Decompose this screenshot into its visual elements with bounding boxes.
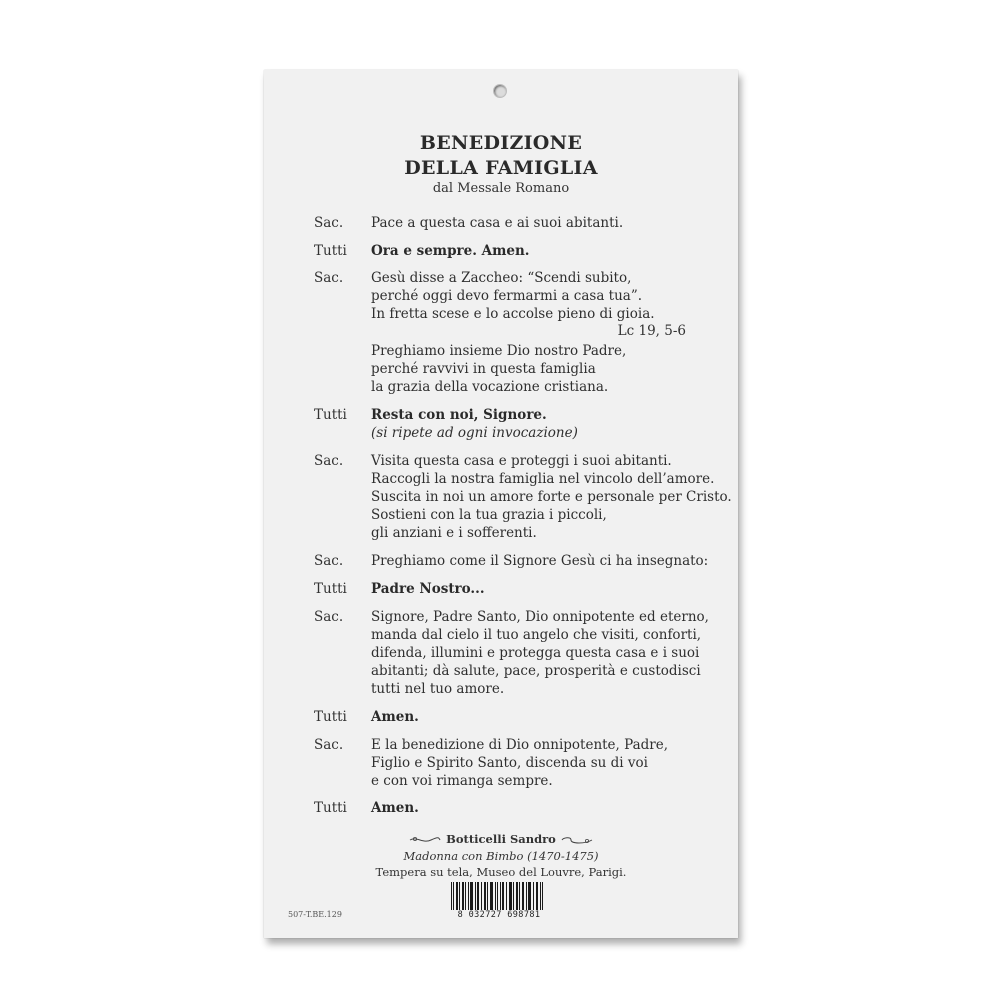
prayer-line: In fretta scese e lo accolse pieno di gioia. (371, 306, 655, 322)
prayer-line: la grazia della vocazione cristiana. (371, 379, 609, 395)
prayer-line: perché oggi devo fermarmi a casa tua”. (371, 288, 643, 304)
prayer-line: Suscita in noi un amore forte e personale per Cristo. (371, 489, 732, 505)
artwork-title: Madonna con Bimbo (1470-1475) (403, 849, 599, 863)
prayer-line: Preghiamo come il Signore Gesù ci ha insegnato: (371, 553, 709, 569)
response-line: Ora e sempre. Amen. (371, 243, 530, 259)
subtitle: dal Messale Romano (432, 181, 570, 196)
prayer-line: Raccogli la nostra famiglia nel vincolo dell’amore. (371, 471, 715, 487)
speaker-label: Sac. (314, 737, 344, 753)
prayer-line: Signore, Padre Santo, Dio onnipotente ed eterno, (371, 609, 709, 625)
speaker-label: Sac. (314, 609, 344, 625)
prayer-line: Figlio e Spirito Santo, discenda su di voi (371, 755, 648, 771)
response-line: Resta con noi, Signore. (371, 407, 547, 423)
rubric-line: (si ripete ad ogni invocazione) (371, 425, 578, 441)
right-flourish-icon (561, 835, 593, 845)
response-line: Amen. (371, 709, 419, 725)
title-line-2: DELLA FAMIGLIA (404, 157, 598, 179)
response-line: Padre Nostro... (371, 581, 485, 597)
speaker-label: Tutti (314, 407, 347, 423)
prayer-line: perché ravvivi in questa famiglia (371, 361, 596, 377)
speaker-label: Sac. (314, 453, 344, 469)
speaker-label: Tutti (314, 709, 347, 725)
prayer-line: gli anziani e i sofferenti. (371, 525, 537, 541)
speaker-label: Sac. (314, 553, 344, 569)
barcode-number: 8 032727 698781 (449, 910, 549, 920)
left-flourish-icon (409, 835, 441, 845)
product-code: 507-T.BE.129 (288, 910, 342, 919)
response-line: Amen. (371, 800, 419, 816)
prayer-line: tutti nel tuo amore. (371, 681, 505, 697)
speaker-label: Tutti (314, 800, 347, 816)
prayer-card (264, 70, 738, 938)
prayer-line: Gesù disse a Zaccheo: “Scendi subito, (371, 270, 632, 286)
prayer-line: difenda, illumini e protegga questa casa e i suoi (371, 645, 700, 661)
speaker-label: Tutti (314, 581, 347, 597)
prayer-line: Visita questa casa e proteggi i suoi abitanti. (371, 453, 672, 469)
prayer-line: manda dal cielo il tuo angelo che visiti, conforti, (371, 627, 702, 643)
prayer-line: E la benedizione di Dio onnipotente, Padre, (371, 737, 669, 753)
title-line-1: BENEDIZIONE (419, 132, 583, 154)
prayer-line: e con voi rimanga sempre. (371, 773, 553, 789)
speaker-label: Sac. (314, 270, 344, 286)
speaker-label: Sac. (314, 215, 344, 231)
prayer-line: Pace a questa casa e ai suoi abitanti. (371, 215, 624, 231)
artwork-details: Tempera su tela, Museo del Louvre, Parigi. (375, 865, 627, 879)
artwork-artist (264, 832, 738, 846)
prayer-line: Preghiamo insieme Dio nostro Padre, (371, 343, 627, 359)
artist-name: Botticelli Sandro (446, 832, 556, 846)
speaker-label: Tutti (314, 243, 347, 259)
prayer-line: Sostieni con la tua grazia i piccoli, (371, 507, 607, 523)
scripture-reference: Lc 19, 5-6 (617, 323, 686, 339)
prayer-line: abitanti; dà salute, pace, prosperità e custodisci (371, 663, 701, 679)
hanging-hole (493, 84, 507, 98)
